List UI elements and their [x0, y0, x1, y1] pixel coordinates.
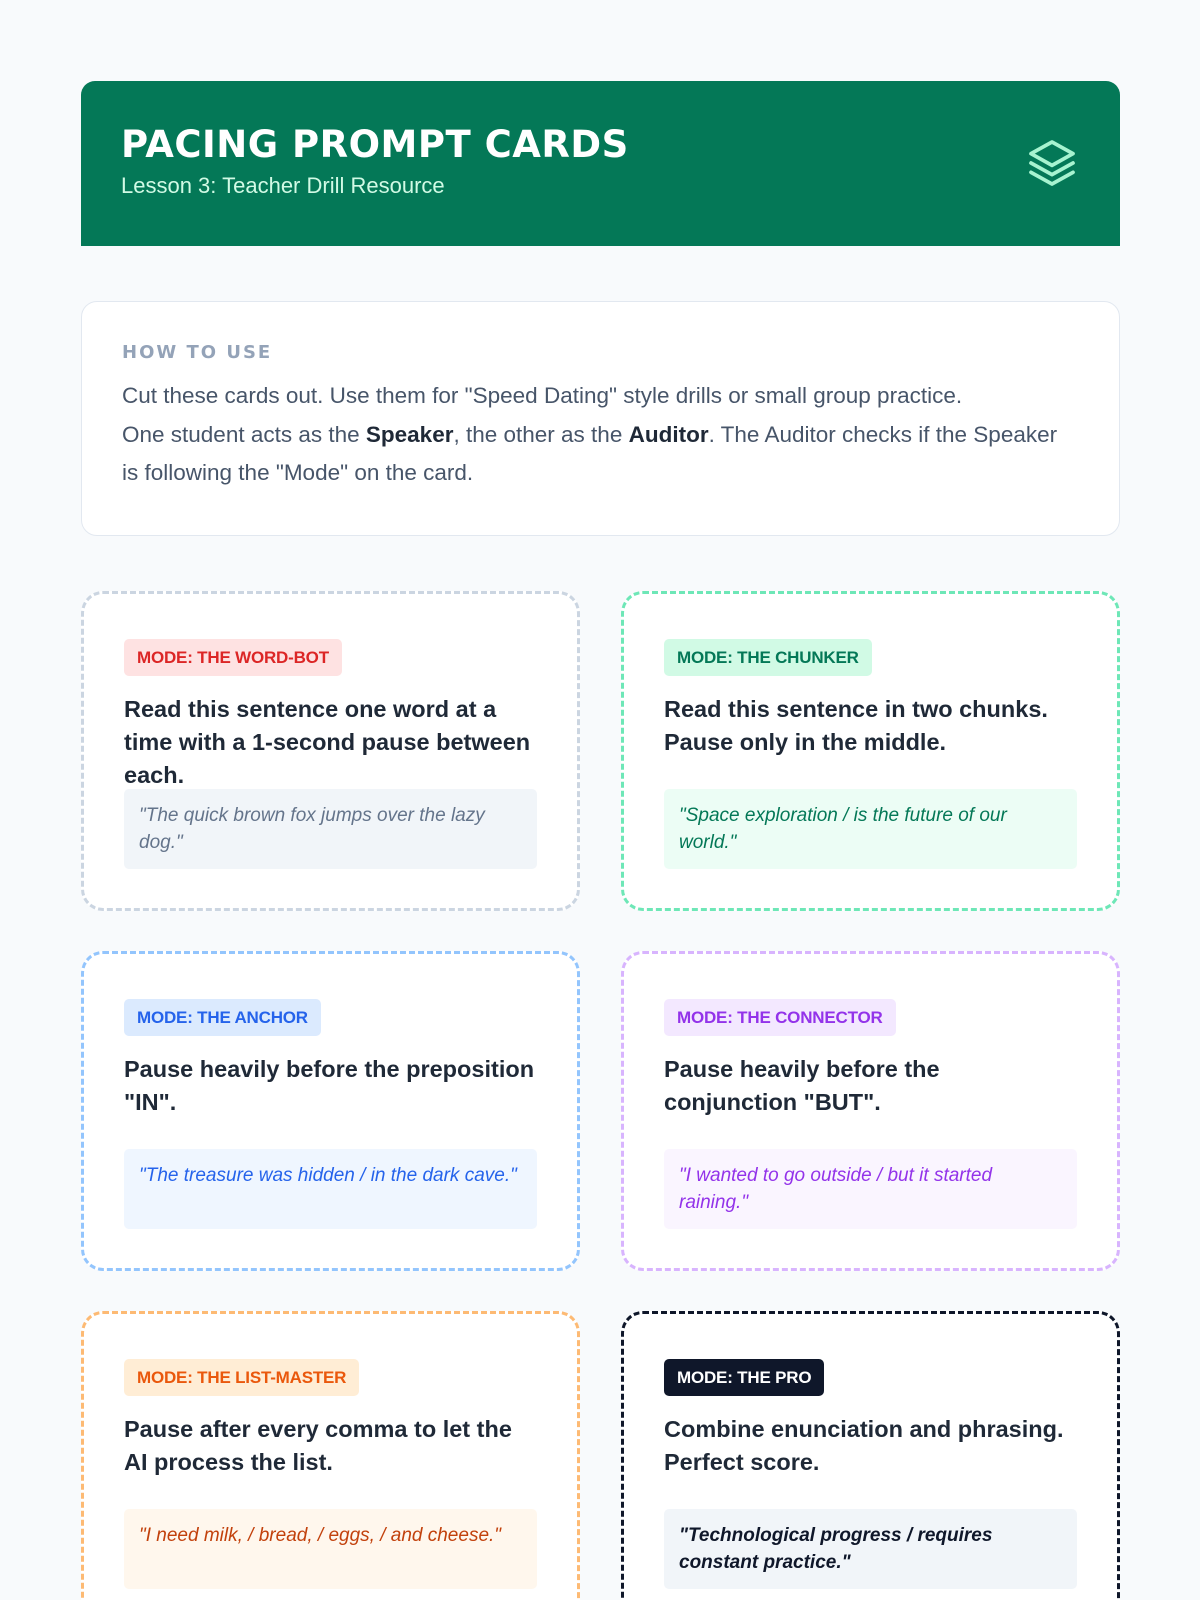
- card-instruction: Pause heavily before the conjunction "BUT".: [664, 1056, 940, 1115]
- mode-badge: MODE: THE CONNECTOR: [664, 999, 896, 1036]
- how-to-use-box: [81, 301, 1120, 536]
- mode-badge: MODE: THE LIST-MASTER: [124, 1359, 359, 1396]
- mode-badge: MODE: THE CHUNKER: [664, 639, 872, 676]
- card-pro: [621, 1311, 1120, 1600]
- card-example: "The treasure was hidden / in the dark cave.": [124, 1149, 537, 1229]
- card-example: "Technological progress / requires constant practice.": [664, 1509, 1077, 1589]
- card-connector: [621, 951, 1120, 1271]
- page-title: PACING PROMPT CARDS: [121, 123, 629, 166]
- mode-badge: MODE: THE PRO: [664, 1359, 824, 1396]
- card-example: "I need milk, / bread, / eggs, / and cheese.": [124, 1509, 537, 1589]
- card-example: "The quick brown fox jumps over the lazy dog.": [124, 789, 537, 869]
- layers-icon: [1024, 135, 1080, 191]
- page-subtitle: Lesson 3: Teacher Drill Resource: [121, 173, 445, 198]
- auditor-term: Auditor: [628, 421, 709, 447]
- card-instruction: Read this sentence one word at a time with a 1-second pause between each.: [124, 696, 531, 788]
- card-instruction: Pause heavily before the preposition "IN".: [124, 1056, 535, 1115]
- card-instruction: Read this sentence in two chunks. Pause only in the middle.: [664, 696, 1048, 755]
- card-instruction: Combine enunciation and phrasing. Perfect score.: [664, 1416, 1064, 1475]
- how-to-use-line2-mid: , the other as the: [453, 421, 629, 447]
- card-instruction: Pause after every comma to let the AI process the list.: [124, 1416, 512, 1475]
- mode-badge: MODE: THE WORD-BOT: [124, 639, 342, 676]
- how-to-use-line2-post: . The Auditor checks if the Speaker is following the "Mode" on the card.: [122, 421, 1058, 485]
- how-to-use-label: HOW TO USE: [122, 342, 273, 363]
- header-banner: [81, 81, 1120, 246]
- how-to-use-line2-pre: One student acts as the: [122, 421, 366, 447]
- speaker-term: Speaker: [365, 421, 454, 447]
- mode-badge: MODE: THE ANCHOR: [124, 999, 321, 1036]
- how-to-use-text: [122, 377, 1079, 493]
- card-word-bot: [81, 591, 580, 911]
- how-to-use-line1: Cut these cards out. Use them for "Speed Dating" style drills or small group practice.: [122, 383, 963, 408]
- card-example: "I wanted to go outside / but it started raining.": [664, 1149, 1077, 1229]
- card-example: "Space exploration / is the future of our world.": [664, 789, 1077, 869]
- card-chunker: [621, 591, 1120, 911]
- card-anchor: [81, 951, 580, 1271]
- card-list-master: [81, 1311, 580, 1600]
